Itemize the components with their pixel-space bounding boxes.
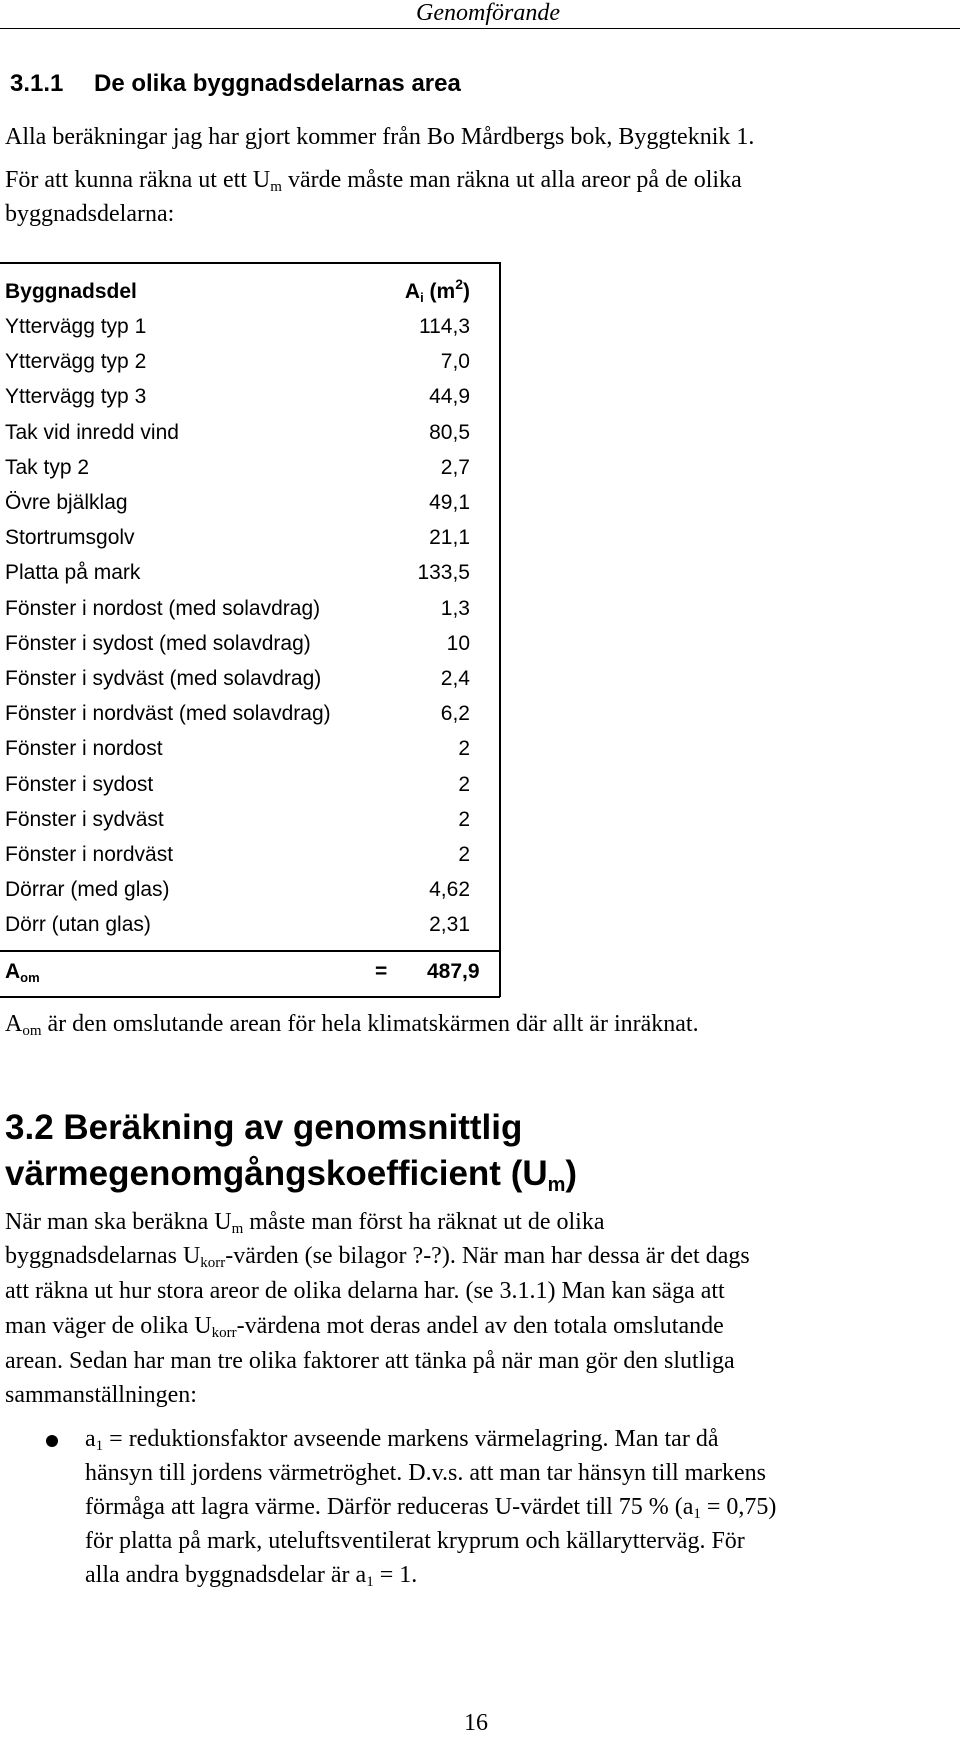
section-heading-3-1-1 — [10, 70, 461, 98]
bullet-line-5: alla andra byggnadsdelar är $a_1 = 1$. — [85, 1562, 418, 1590]
row-label: Fönster i sydost — [5, 772, 154, 796]
section-heading-3-2-line-1: 3.2 Beräkning av genomsnittlig — [5, 1108, 523, 1147]
page-number: 16 — [464, 1710, 488, 1736]
aom-note: $A_{om}$ är den omslutande arean för hela klimatskärmen där allt är inräknat. — [5, 1011, 699, 1039]
header-divider — [0, 28, 960, 29]
row-value: 6,2 — [440, 702, 470, 726]
table-row — [5, 526, 470, 561]
table-row — [5, 843, 470, 878]
table-row — [5, 667, 470, 702]
table-row — [5, 913, 470, 948]
bullet-line-3: förmåga att lagra värme. Därför reduceras U-värdet till 75 % $(a_1 = 0,75)$ — [85, 1494, 777, 1522]
row-value: 80,5 — [429, 420, 470, 444]
row-value: 7,0 — [440, 350, 470, 374]
row-value: 2 — [458, 772, 470, 796]
row-value: 2,4 — [440, 667, 470, 690]
table-row — [5, 878, 470, 913]
row-value: 2 — [458, 737, 470, 761]
table-row — [5, 350, 470, 385]
row-value: 2 — [458, 843, 470, 866]
section-number: 3.1.1 — [10, 70, 64, 97]
table-row — [5, 702, 470, 737]
row-label: Fönster i sydväst — [5, 807, 164, 831]
intro-line-3: byggnadsdelarna: — [5, 201, 175, 227]
row-label: Fönster i nordväst — [5, 843, 174, 866]
section-heading-3-2-line-2: värmegenomgångskoefficient $(U_m)$ — [5, 1154, 578, 1196]
section-heading-3-2 — [5, 1105, 945, 1197]
row-value: 2,31 — [429, 913, 470, 937]
row-value: 2 — [458, 807, 470, 831]
row-label: Dörrar (med glas) — [5, 878, 170, 902]
bullet-item-a1 — [85, 1422, 955, 1592]
row-value: 21,1 — [429, 526, 470, 550]
para2-line-3: att räkna ut hur stora areor de olika delarna har. (se 3.1.1) Man kan säga att — [5, 1278, 725, 1304]
table-row — [5, 561, 470, 596]
table-top-border — [0, 262, 500, 264]
total-label: $A_{om}$ — [5, 960, 40, 985]
row-label: Yttervägg typ 2 — [5, 350, 147, 374]
table-row — [5, 808, 470, 843]
total-row-bottom-border — [0, 996, 500, 998]
table-row — [5, 456, 470, 491]
bullet-dot-icon — [46, 1435, 58, 1447]
column-header-building-part: Byggnadsdel — [5, 280, 137, 303]
row-value: 133,5 — [417, 561, 470, 585]
intro-line-1: Alla beräkningar jag har gjort kommer från Bo Mårdbergs bok, Byggteknik 1. — [5, 124, 755, 150]
row-value: 114,3 — [419, 315, 470, 338]
table-row — [5, 385, 470, 420]
total-row-top-border — [0, 950, 500, 952]
table-row — [5, 597, 470, 632]
para2-line-6: sammanställningen: — [5, 1382, 197, 1408]
row-label: Stortrumsgolv — [5, 526, 135, 550]
column-header-area: $A_i$ $(m^2)$ — [404, 276, 470, 305]
bullet-line-2: hänsyn till jordens värmetröghet. D.v.s. att man tar hänsyn till markens — [85, 1460, 766, 1486]
row-label: Övre bjälklag — [5, 491, 128, 514]
row-value: 2,7 — [440, 455, 470, 479]
row-label: Fönster i sydväst (med solavdrag) — [5, 667, 322, 690]
row-value: 4,62 — [429, 878, 470, 902]
bullet-line-4: för platta på mark, uteluftsventilerat kryprum och källarytterväg. För — [85, 1528, 745, 1554]
table-header-row — [5, 276, 470, 315]
row-label: Tak vid inredd vind — [5, 420, 179, 444]
table-row — [5, 773, 470, 808]
table-total-row — [5, 960, 485, 994]
table-right-border — [499, 262, 501, 997]
para2-line-1: När man ska beräkna $U_m$ måste man först ha räknat ut de olika — [5, 1209, 605, 1237]
row-label: Dörr (utan glas) — [5, 913, 151, 937]
total-equals-sign: = — [375, 960, 388, 983]
table-row — [5, 737, 470, 772]
para2-line-4: man väger de olika $U_{korr}$-värdena mot deras andel av den totala omslutande — [5, 1313, 724, 1341]
running-header-title: Genomförande — [416, 0, 560, 26]
table-row — [5, 421, 470, 456]
row-value: 10 — [446, 631, 470, 655]
para2-line-5: arean. Sedan har man tre olika faktorer att tänka på när man gör den slutliga — [5, 1348, 735, 1374]
row-label: Fönster i nordväst (med solavdrag) — [5, 702, 331, 726]
table-row — [5, 632, 470, 667]
row-label: Yttervägg typ 3 — [5, 385, 147, 409]
table-row — [5, 315, 470, 350]
bullet-line-1: $a_1$ = reduktionsfaktor avseende markens värmelagring. Man tar då — [85, 1426, 719, 1454]
para2-line-2: byggnadsdelarnas $U_{korr}$-värden (se bilagor ?-?). När man har dessa är det dags — [5, 1243, 750, 1271]
row-label: Fönster i nordost (med solavdrag) — [5, 596, 321, 620]
row-label: Tak typ 2 — [5, 455, 90, 479]
row-value: 49,1 — [429, 491, 470, 514]
row-label: Platta på mark — [5, 561, 141, 585]
row-value: 44,9 — [429, 385, 470, 409]
intro-line-2: För att kunna räkna ut ett $U_m$ värde måste man räkna ut alla areor på de olika — [5, 167, 742, 195]
page-header — [0, 0, 960, 28]
total-value: 487,9 — [427, 960, 480, 983]
table-row — [5, 491, 470, 526]
row-label: Fönster i nordost — [5, 737, 163, 761]
row-label: Yttervägg typ 1 — [5, 315, 147, 338]
section-title: De olika byggnadsdelarnas area — [94, 70, 461, 97]
row-label: Fönster i sydost (med solavdrag) — [5, 631, 311, 655]
row-value: 1,3 — [440, 596, 470, 620]
